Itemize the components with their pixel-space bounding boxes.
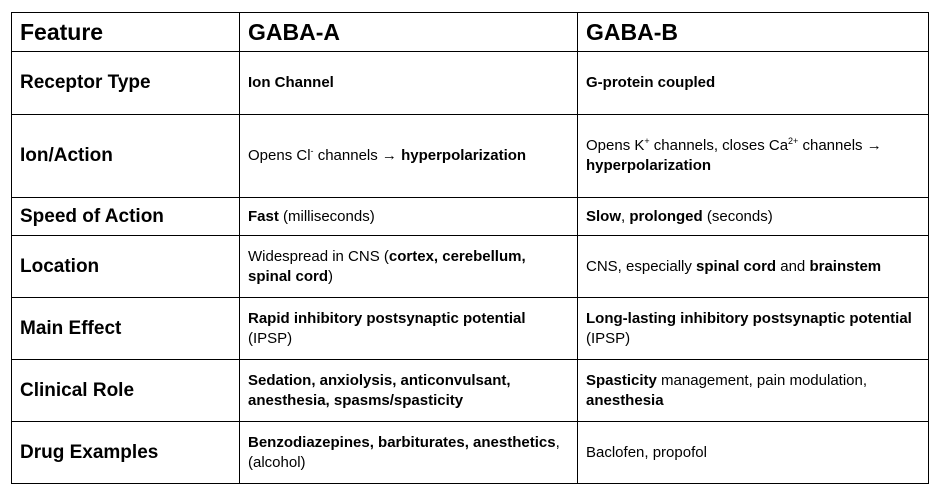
gaba-b-cell xyxy=(578,115,929,198)
superscript-text: - xyxy=(310,146,314,156)
cell-text: channels → xyxy=(798,137,882,154)
table-row xyxy=(12,115,929,198)
cell-text: (milliseconds) xyxy=(278,207,375,225)
gaba-a-cell xyxy=(240,236,578,298)
bold-text: G-protein coupled xyxy=(586,74,716,91)
bold-text: spinal cord xyxy=(696,257,777,275)
gaba-a-cell xyxy=(240,115,578,198)
cell-text: (IPSP) xyxy=(248,329,293,347)
header-gaba-b: GABA-B xyxy=(578,13,929,52)
bold-text: anesthesia xyxy=(586,391,664,409)
gaba-b-cell xyxy=(578,422,929,484)
gaba-a-cell xyxy=(240,52,578,115)
gaba-b-cell xyxy=(578,360,929,422)
table-row xyxy=(12,422,929,484)
bold-text: Long-lasting inhibitory postsynaptic potential xyxy=(586,309,912,327)
bold-text: Ion Channel xyxy=(248,74,334,91)
table-row xyxy=(12,52,929,115)
feature-cell: Ion/Action xyxy=(12,115,240,198)
bold-text: prolonged xyxy=(629,207,703,225)
cell-text: Widespread in CNS ( xyxy=(248,247,389,265)
bold-text: Benzodiazepines, barbiturates, anesthetics xyxy=(248,433,556,451)
superscript-text: 2+ xyxy=(788,136,799,146)
bold-text: Sedation, anxiolysis, anticonvulsant, anesthesia, spasms/spasticity xyxy=(248,371,511,409)
gaba-b-cell xyxy=(578,52,929,115)
cell-text: channels → xyxy=(313,147,402,164)
gaba-a-cell xyxy=(240,360,578,422)
gaba-a-cell xyxy=(240,422,578,484)
feature-cell: Location xyxy=(12,236,240,298)
cell-text: ) xyxy=(328,267,334,285)
bold-text: Fast xyxy=(248,207,279,225)
feature-cell: Speed of Action xyxy=(12,198,240,236)
cell-text: (IPSP) xyxy=(586,329,631,347)
cell-text: and xyxy=(776,257,810,275)
bold-text: hyperpolarization xyxy=(401,147,527,164)
table-row xyxy=(12,298,929,360)
table-row xyxy=(12,360,929,422)
bold-text: Slow xyxy=(586,207,622,225)
feature-cell: Clinical Role xyxy=(12,360,240,422)
gaba-a-cell xyxy=(240,198,578,236)
feature-cell: Receptor Type xyxy=(12,52,240,115)
bold-text: Spasticity xyxy=(586,371,657,389)
bold-text: Rapid inhibitory postsynaptic potential xyxy=(248,309,526,327)
bold-text: hyperpolarization xyxy=(586,157,712,174)
cell-text: management, pain modulation, xyxy=(656,371,868,389)
cell-text: channels, closes Ca xyxy=(649,137,789,154)
gaba-b-cell xyxy=(578,198,929,236)
header-row xyxy=(12,13,929,52)
table-row xyxy=(12,198,929,236)
cell-text: , xyxy=(621,207,630,225)
gaba-b-cell xyxy=(578,298,929,360)
cell-text: Opens Cl xyxy=(248,147,311,164)
header-feature: Feature xyxy=(12,13,240,52)
cell-text: , (alcohol) xyxy=(248,433,560,471)
cell-text: Baclofen, propofol xyxy=(586,443,707,461)
feature-cell: Drug Examples xyxy=(12,422,240,484)
bold-text: cortex, cerebellum, spinal cord xyxy=(248,247,526,285)
gaba-a-cell xyxy=(240,298,578,360)
cell-text: (seconds) xyxy=(702,207,773,225)
feature-cell: Main Effect xyxy=(12,298,240,360)
bold-text: brainstem xyxy=(809,257,882,275)
table-row xyxy=(12,236,929,298)
superscript-text: + xyxy=(644,136,650,146)
comparison-table xyxy=(11,12,929,484)
cell-text: CNS, especially xyxy=(586,257,697,275)
header-gaba-a: GABA-A xyxy=(240,13,578,52)
cell-text: Opens K xyxy=(586,137,645,154)
gaba-b-cell xyxy=(578,236,929,298)
